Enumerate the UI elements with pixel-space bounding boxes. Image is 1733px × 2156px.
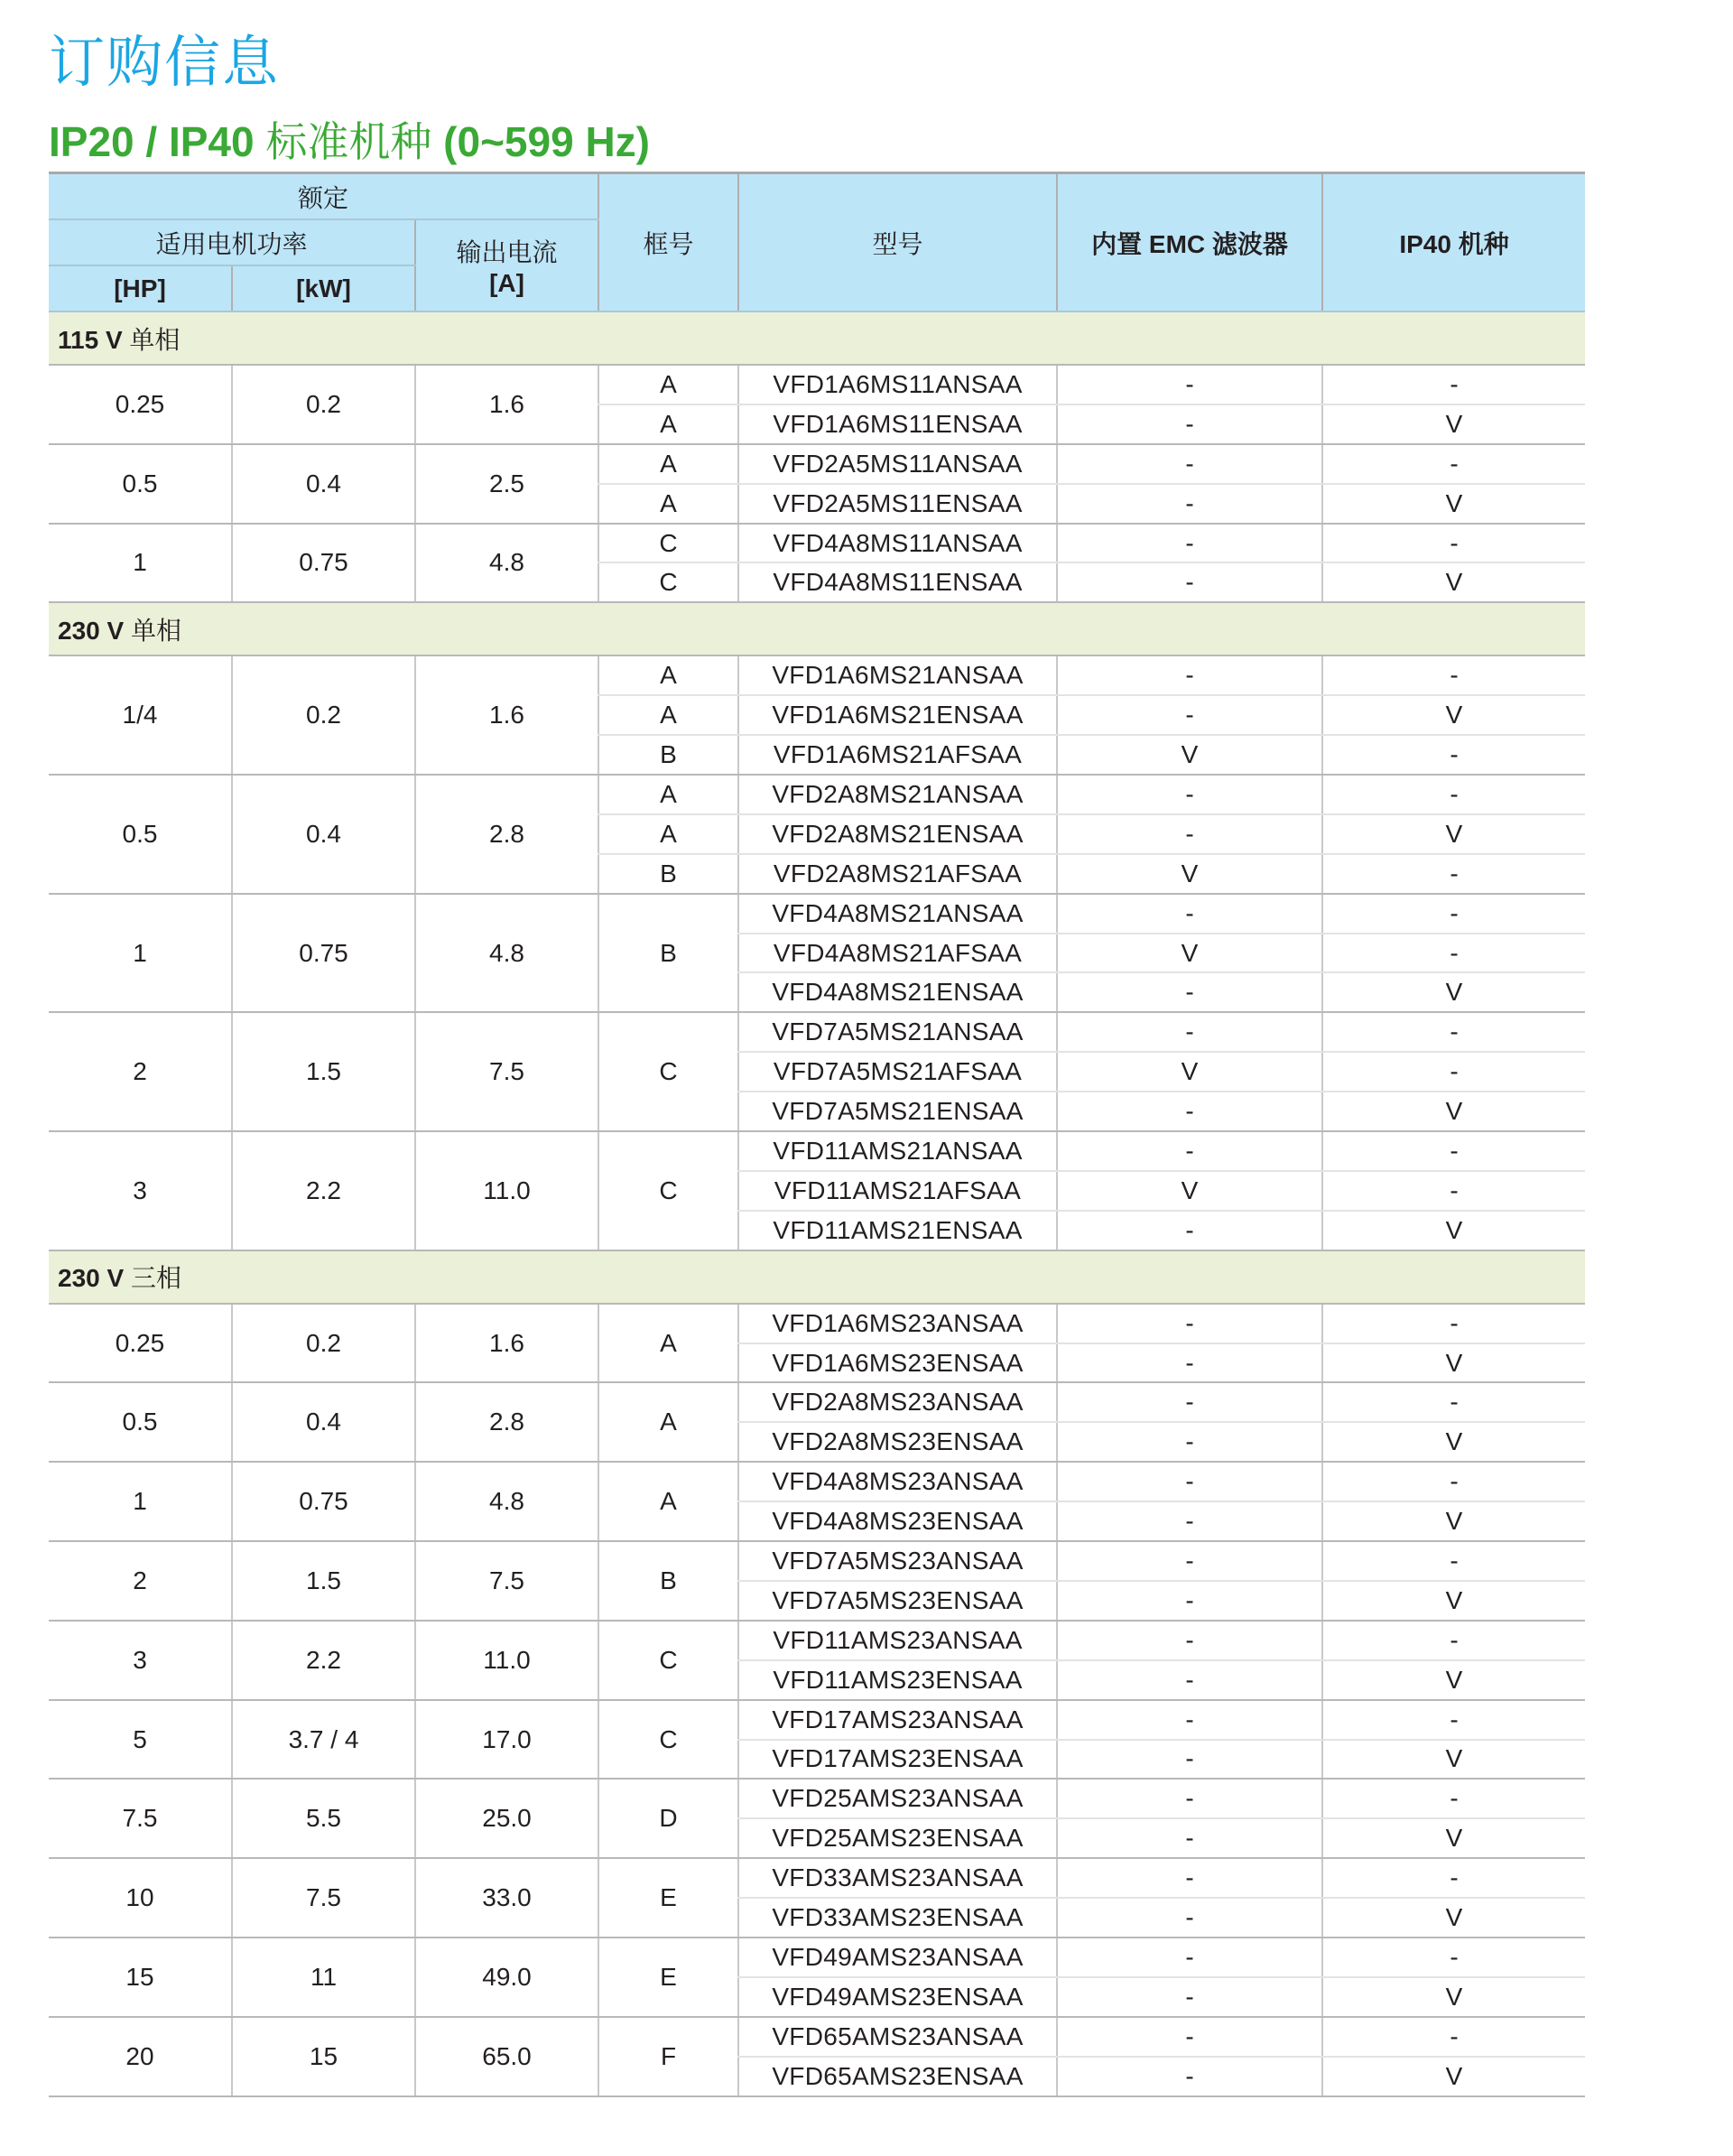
model-cell: VFD2A8MS21ANSAA — [738, 775, 1057, 814]
model-cell: VFD1A6MS11ANSAA — [738, 365, 1057, 404]
frame-cell: E — [598, 1858, 738, 1938]
model-cell: VFD7A5MS23ENSAA — [738, 1581, 1057, 1621]
ip40-cell: V — [1322, 404, 1585, 444]
frame-cell: C — [598, 562, 738, 602]
model-cell: VFD4A8MS21ANSAA — [738, 894, 1057, 934]
section-title-ip: IP20 / IP40 — [49, 118, 255, 165]
ip40-cell: V — [1322, 814, 1585, 854]
emc-cell: - — [1057, 1422, 1322, 1462]
ip40-cell: - — [1322, 1700, 1585, 1740]
current-cell: 11.0 — [415, 1131, 598, 1250]
frame-cell: A — [598, 1462, 738, 1541]
frame-cell: C — [598, 1621, 738, 1700]
emc-cell: - — [1057, 2057, 1322, 2096]
frame-cell: A — [598, 814, 738, 854]
kw-cell: 0.4 — [232, 1382, 415, 1462]
header-amp-unit: [A] — [489, 269, 524, 297]
voltage-group-label — [49, 311, 1585, 365]
ip40-cell: V — [1322, 484, 1585, 524]
model-cell: VFD2A5MS11ENSAA — [738, 484, 1057, 524]
emc-cell: - — [1057, 404, 1322, 444]
current-cell: 2.8 — [415, 1382, 598, 1462]
ip40-cell: - — [1322, 524, 1585, 563]
current-cell: 4.8 — [415, 1462, 598, 1541]
kw-cell: 11 — [232, 1938, 415, 2017]
frame-cell: A — [598, 1304, 738, 1383]
emc-cell: - — [1057, 1581, 1322, 1621]
emc-cell: - — [1057, 1858, 1322, 1898]
hp-cell: 0.25 — [49, 1304, 232, 1383]
kw-cell: 0.4 — [232, 775, 415, 894]
voltage-group-row — [49, 1250, 1585, 1304]
table-row — [49, 1779, 1585, 1818]
hp-cell: 3 — [49, 1621, 232, 1700]
emc-cell: - — [1057, 972, 1322, 1012]
section-title-hz: (0~599 Hz) — [443, 118, 651, 165]
emc-cell: - — [1057, 775, 1322, 814]
kw-cell: 0.2 — [232, 365, 415, 444]
hp-cell: 5 — [49, 1700, 232, 1780]
ip40-cell: - — [1322, 1382, 1585, 1422]
hp-cell: 0.25 — [49, 365, 232, 444]
ip40-cell: V — [1322, 1818, 1585, 1858]
model-cell: VFD1A6MS21ENSAA — [738, 695, 1057, 735]
hp-cell: 20 — [49, 2017, 232, 2096]
ip40-cell: - — [1322, 1171, 1585, 1211]
emc-cell: - — [1057, 1501, 1322, 1541]
emc-cell: V — [1057, 1052, 1322, 1092]
frame-cell: B — [598, 1541, 738, 1621]
group-voltage: 230 V — [58, 1264, 125, 1293]
section-title — [49, 111, 650, 172]
frame-cell: A — [598, 365, 738, 404]
emc-cell: - — [1057, 1012, 1322, 1052]
kw-cell: 0.75 — [232, 524, 415, 603]
hp-cell: 1 — [49, 894, 232, 1013]
current-cell: 4.8 — [415, 894, 598, 1013]
frame-cell: F — [598, 2017, 738, 2096]
hp-cell: 1 — [49, 524, 232, 603]
current-cell: 1.6 — [415, 655, 598, 775]
table-row — [49, 894, 1585, 934]
frame-cell: A — [598, 655, 738, 695]
model-cell: VFD4A8MS11ENSAA — [738, 562, 1057, 602]
model-cell: VFD1A6MS21AFSAA — [738, 735, 1057, 775]
frame-cell: C — [598, 1012, 738, 1131]
model-cell: VFD17AMS23ENSAA — [738, 1740, 1057, 1780]
current-cell: 7.5 — [415, 1541, 598, 1621]
ip40-cell: - — [1322, 854, 1585, 894]
hp-cell: 10 — [49, 1858, 232, 1938]
emc-cell: - — [1057, 1131, 1322, 1171]
model-cell: VFD33AMS23ANSAA — [738, 1858, 1057, 1898]
emc-cell: - — [1057, 1818, 1322, 1858]
current-cell: 2.5 — [415, 444, 598, 524]
hp-cell: 0.5 — [49, 444, 232, 524]
ip40-cell: - — [1322, 365, 1585, 404]
hp-cell: 3 — [49, 1131, 232, 1250]
table-row — [49, 1541, 1585, 1581]
frame-cell: C — [598, 1131, 738, 1250]
ip40-cell: - — [1322, 1462, 1585, 1501]
emc-cell: - — [1057, 655, 1322, 695]
model-cell: VFD4A8MS21ENSAA — [738, 972, 1057, 1012]
emc-cell: - — [1057, 1211, 1322, 1250]
emc-cell: - — [1057, 814, 1322, 854]
ip40-cell: V — [1322, 1501, 1585, 1541]
ordering-table — [49, 172, 1585, 2097]
section-title-standard: 标准机种 — [254, 118, 444, 165]
model-cell: VFD4A8MS21AFSAA — [738, 934, 1057, 973]
header-rated: 额定 — [49, 173, 598, 220]
kw-cell: 0.75 — [232, 894, 415, 1013]
current-cell: 33.0 — [415, 1858, 598, 1938]
emc-cell: - — [1057, 1621, 1322, 1660]
model-cell: VFD2A8MS21ENSAA — [738, 814, 1057, 854]
model-cell: VFD2A8MS21AFSAA — [738, 854, 1057, 894]
emc-cell: - — [1057, 1700, 1322, 1740]
kw-cell: 2.2 — [232, 1621, 415, 1700]
table-row — [49, 655, 1585, 695]
model-cell: VFD7A5MS21ANSAA — [738, 1012, 1057, 1052]
table-row — [49, 1462, 1585, 1501]
table-header — [49, 173, 1585, 312]
frame-cell: A — [598, 1382, 738, 1462]
kw-cell: 2.2 — [232, 1131, 415, 1250]
table-row — [49, 524, 1585, 563]
model-cell: VFD4A8MS23ENSAA — [738, 1501, 1057, 1541]
kw-cell: 1.5 — [232, 1541, 415, 1621]
current-cell: 7.5 — [415, 1012, 598, 1131]
ip40-cell: V — [1322, 1898, 1585, 1938]
header-emc-filter: 内置 EMC 滤波器 — [1057, 173, 1322, 312]
model-cell: VFD11AMS23ANSAA — [738, 1621, 1057, 1660]
model-cell: VFD1A6MS23ANSAA — [738, 1304, 1057, 1343]
table-row — [49, 2017, 1585, 2057]
header-model: 型号 — [738, 173, 1057, 312]
ip40-cell: - — [1322, 1938, 1585, 1977]
kw-cell: 0.2 — [232, 1304, 415, 1383]
voltage-group-row — [49, 311, 1585, 365]
group-voltage: 230 V — [58, 616, 125, 645]
hp-cell: 2 — [49, 1012, 232, 1131]
voltage-group-label — [49, 1250, 1585, 1304]
ip40-cell: V — [1322, 1343, 1585, 1383]
model-cell: VFD1A6MS11ENSAA — [738, 404, 1057, 444]
table-row — [49, 1938, 1585, 1977]
emc-cell: V — [1057, 735, 1322, 775]
model-cell: VFD25AMS23ANSAA — [738, 1779, 1057, 1818]
frame-cell: A — [598, 775, 738, 814]
hp-cell: 1/4 — [49, 655, 232, 775]
model-cell: VFD11AMS21ANSAA — [738, 1131, 1057, 1171]
model-cell: VFD49AMS23ANSAA — [738, 1938, 1057, 1977]
kw-cell: 0.4 — [232, 444, 415, 524]
ip40-cell: - — [1322, 1131, 1585, 1171]
frame-cell: A — [598, 444, 738, 484]
frame-cell: A — [598, 484, 738, 524]
ip40-cell: V — [1322, 1092, 1585, 1131]
header-kw: [kW] — [232, 265, 415, 311]
group-phase: 单相 — [129, 325, 181, 354]
model-cell: VFD65AMS23ANSAA — [738, 2017, 1057, 2057]
current-cell: 2.8 — [415, 775, 598, 894]
emc-cell: - — [1057, 1541, 1322, 1581]
kw-cell: 3.7 / 4 — [232, 1700, 415, 1780]
model-cell: VFD4A8MS11ANSAA — [738, 524, 1057, 563]
frame-cell: B — [598, 854, 738, 894]
current-cell: 4.8 — [415, 524, 598, 603]
table-row — [49, 775, 1585, 814]
model-cell: VFD2A8MS23ENSAA — [738, 1422, 1057, 1462]
current-cell: 11.0 — [415, 1621, 598, 1700]
emc-cell: V — [1057, 854, 1322, 894]
emc-cell: - — [1057, 1977, 1322, 2017]
model-cell: VFD49AMS23ENSAA — [738, 1977, 1057, 2017]
emc-cell: V — [1057, 934, 1322, 973]
model-cell: VFD4A8MS23ANSAA — [738, 1462, 1057, 1501]
header-motor-power: 适用电机功率 — [49, 219, 415, 265]
frame-cell: B — [598, 894, 738, 1013]
current-cell: 1.6 — [415, 1304, 598, 1383]
voltage-group-row — [49, 602, 1585, 655]
ip40-cell: - — [1322, 2017, 1585, 2057]
table-row — [49, 365, 1585, 404]
ip40-cell: V — [1322, 562, 1585, 602]
group-phase: 单相 — [130, 616, 181, 645]
model-cell: VFD1A6MS23ENSAA — [738, 1343, 1057, 1383]
kw-cell: 15 — [232, 2017, 415, 2096]
header-ip40: IP40 机种 — [1322, 173, 1585, 312]
emc-cell: - — [1057, 2017, 1322, 2057]
kw-cell: 0.75 — [232, 1462, 415, 1541]
hp-cell: 7.5 — [49, 1779, 232, 1858]
model-cell: VFD11AMS23ENSAA — [738, 1660, 1057, 1700]
ip40-cell: V — [1322, 695, 1585, 735]
model-cell: VFD2A5MS11ANSAA — [738, 444, 1057, 484]
table-body — [49, 311, 1585, 2096]
ip40-cell: - — [1322, 894, 1585, 934]
ip40-cell: - — [1322, 1541, 1585, 1581]
table-row — [49, 1700, 1585, 1740]
ip40-cell: V — [1322, 1740, 1585, 1780]
emc-cell: - — [1057, 1304, 1322, 1343]
model-cell: VFD33AMS23ENSAA — [738, 1898, 1057, 1938]
current-cell: 1.6 — [415, 365, 598, 444]
model-cell: VFD1A6MS21ANSAA — [738, 655, 1057, 695]
ip40-cell: V — [1322, 2057, 1585, 2096]
group-voltage: 115 V — [58, 325, 123, 354]
hp-cell: 1 — [49, 1462, 232, 1541]
model-cell: VFD7A5MS21ENSAA — [738, 1092, 1057, 1131]
table-row — [49, 1131, 1585, 1171]
current-cell: 17.0 — [415, 1700, 598, 1780]
table-row — [49, 1304, 1585, 1343]
ip40-cell: - — [1322, 444, 1585, 484]
emc-cell: - — [1057, 1938, 1322, 1977]
ip40-cell: V — [1322, 1660, 1585, 1700]
kw-cell: 5.5 — [232, 1779, 415, 1858]
kw-cell: 0.2 — [232, 655, 415, 775]
table-row — [49, 444, 1585, 484]
table-row — [49, 1858, 1585, 1898]
emc-cell: - — [1057, 1382, 1322, 1422]
header-output-current — [415, 219, 598, 311]
emc-cell: - — [1057, 1779, 1322, 1818]
hp-cell: 2 — [49, 1541, 232, 1621]
kw-cell: 1.5 — [232, 1012, 415, 1131]
voltage-group-label — [49, 602, 1585, 655]
ip40-cell: V — [1322, 972, 1585, 1012]
ip40-cell: V — [1322, 1211, 1585, 1250]
model-cell: VFD2A8MS23ANSAA — [738, 1382, 1057, 1422]
emc-cell: - — [1057, 365, 1322, 404]
ip40-cell: - — [1322, 1304, 1585, 1343]
emc-cell: - — [1057, 484, 1322, 524]
group-phase: 三相 — [130, 1264, 181, 1293]
ip40-cell: V — [1322, 1422, 1585, 1462]
table-row — [49, 1621, 1585, 1660]
frame-cell: B — [598, 735, 738, 775]
ip40-cell: - — [1322, 655, 1585, 695]
emc-cell: - — [1057, 1343, 1322, 1383]
frame-cell: A — [598, 404, 738, 444]
frame-cell: E — [598, 1938, 738, 2017]
emc-cell: - — [1057, 524, 1322, 563]
emc-cell: V — [1057, 1171, 1322, 1211]
model-cell: VFD7A5MS23ANSAA — [738, 1541, 1057, 1581]
emc-cell: - — [1057, 1462, 1322, 1501]
frame-cell: D — [598, 1779, 738, 1858]
ip40-cell: - — [1322, 1052, 1585, 1092]
model-cell: VFD11AMS21AFSAA — [738, 1171, 1057, 1211]
ip40-cell: - — [1322, 735, 1585, 775]
model-cell: VFD7A5MS21AFSAA — [738, 1052, 1057, 1092]
model-cell: VFD25AMS23ENSAA — [738, 1818, 1057, 1858]
ip40-cell: - — [1322, 1012, 1585, 1052]
frame-cell: C — [598, 1700, 738, 1780]
current-cell: 25.0 — [415, 1779, 598, 1858]
table-row — [49, 1012, 1585, 1052]
hp-cell: 0.5 — [49, 1382, 232, 1462]
emc-cell: - — [1057, 562, 1322, 602]
ip40-cell: - — [1322, 1621, 1585, 1660]
emc-cell: - — [1057, 695, 1322, 735]
ip40-cell: - — [1322, 934, 1585, 973]
frame-cell: A — [598, 695, 738, 735]
ip40-cell: V — [1322, 1581, 1585, 1621]
model-cell: VFD65AMS23ENSAA — [738, 2057, 1057, 2096]
emc-cell: - — [1057, 1898, 1322, 1938]
header-hp: [HP] — [49, 265, 232, 311]
page-title: 订购信息 — [49, 32, 281, 94]
emc-cell: - — [1057, 1660, 1322, 1700]
frame-cell: C — [598, 524, 738, 563]
emc-cell: - — [1057, 444, 1322, 484]
current-cell: 49.0 — [415, 1938, 598, 2017]
emc-cell: - — [1057, 894, 1322, 934]
emc-cell: - — [1057, 1092, 1322, 1131]
header-output-current-label: 输出电流 — [456, 238, 558, 266]
header-frame: 框号 — [598, 173, 738, 312]
emc-cell: - — [1057, 1740, 1322, 1780]
model-cell: VFD11AMS21ENSAA — [738, 1211, 1057, 1250]
hp-cell: 0.5 — [49, 775, 232, 894]
table-row — [49, 1382, 1585, 1422]
ip40-cell: V — [1322, 1977, 1585, 2017]
hp-cell: 15 — [49, 1938, 232, 2017]
kw-cell: 7.5 — [232, 1858, 415, 1938]
ip40-cell: - — [1322, 775, 1585, 814]
ip40-cell: - — [1322, 1779, 1585, 1818]
current-cell: 65.0 — [415, 2017, 598, 2096]
model-cell: VFD17AMS23ANSAA — [738, 1700, 1057, 1740]
ip40-cell: - — [1322, 1858, 1585, 1898]
